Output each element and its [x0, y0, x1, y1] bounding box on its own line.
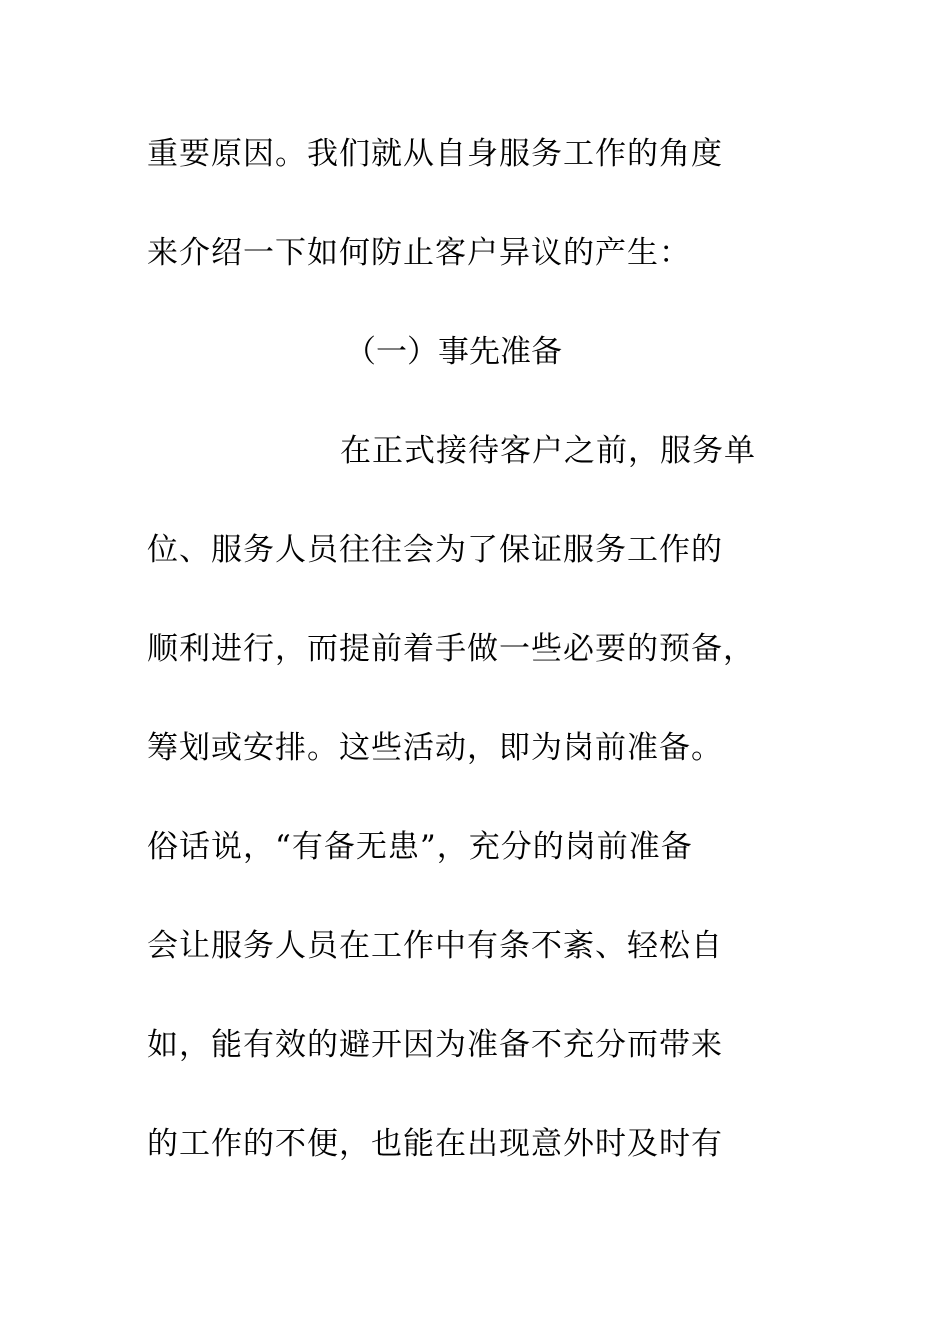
paragraph-line-4: 筹划或安排。这些活动，即为岗前准备。 [147, 730, 723, 766]
paragraph-line-2: 位、服务人员往往会为了保证服务工作的 [147, 532, 723, 568]
text-line-2: 来介绍一下如何防止客户异议的产生： [147, 235, 691, 271]
paragraph-line-7: 如，能有效的避开因为准备不充分而带来 [147, 1027, 723, 1063]
paragraph-line-5: 俗话说，“有备无患”，充分的岗前准备 [147, 829, 693, 865]
section-heading: （一）事先准备 [345, 334, 562, 370]
paragraph-line-8: 的工作的不便，也能在出现意外时及时有 [147, 1126, 723, 1162]
paragraph-line-1: 在正式接待客户之前，服务单 [340, 433, 756, 469]
paragraph-line-6: 会让服务人员在工作中有条不紊、轻松自 [147, 928, 723, 964]
text-line-1: 重要原因。我们就从自身服务工作的角度 [147, 136, 723, 172]
paragraph-line-3: 顺利进行，而提前着手做一些必要的预备， [147, 631, 755, 667]
